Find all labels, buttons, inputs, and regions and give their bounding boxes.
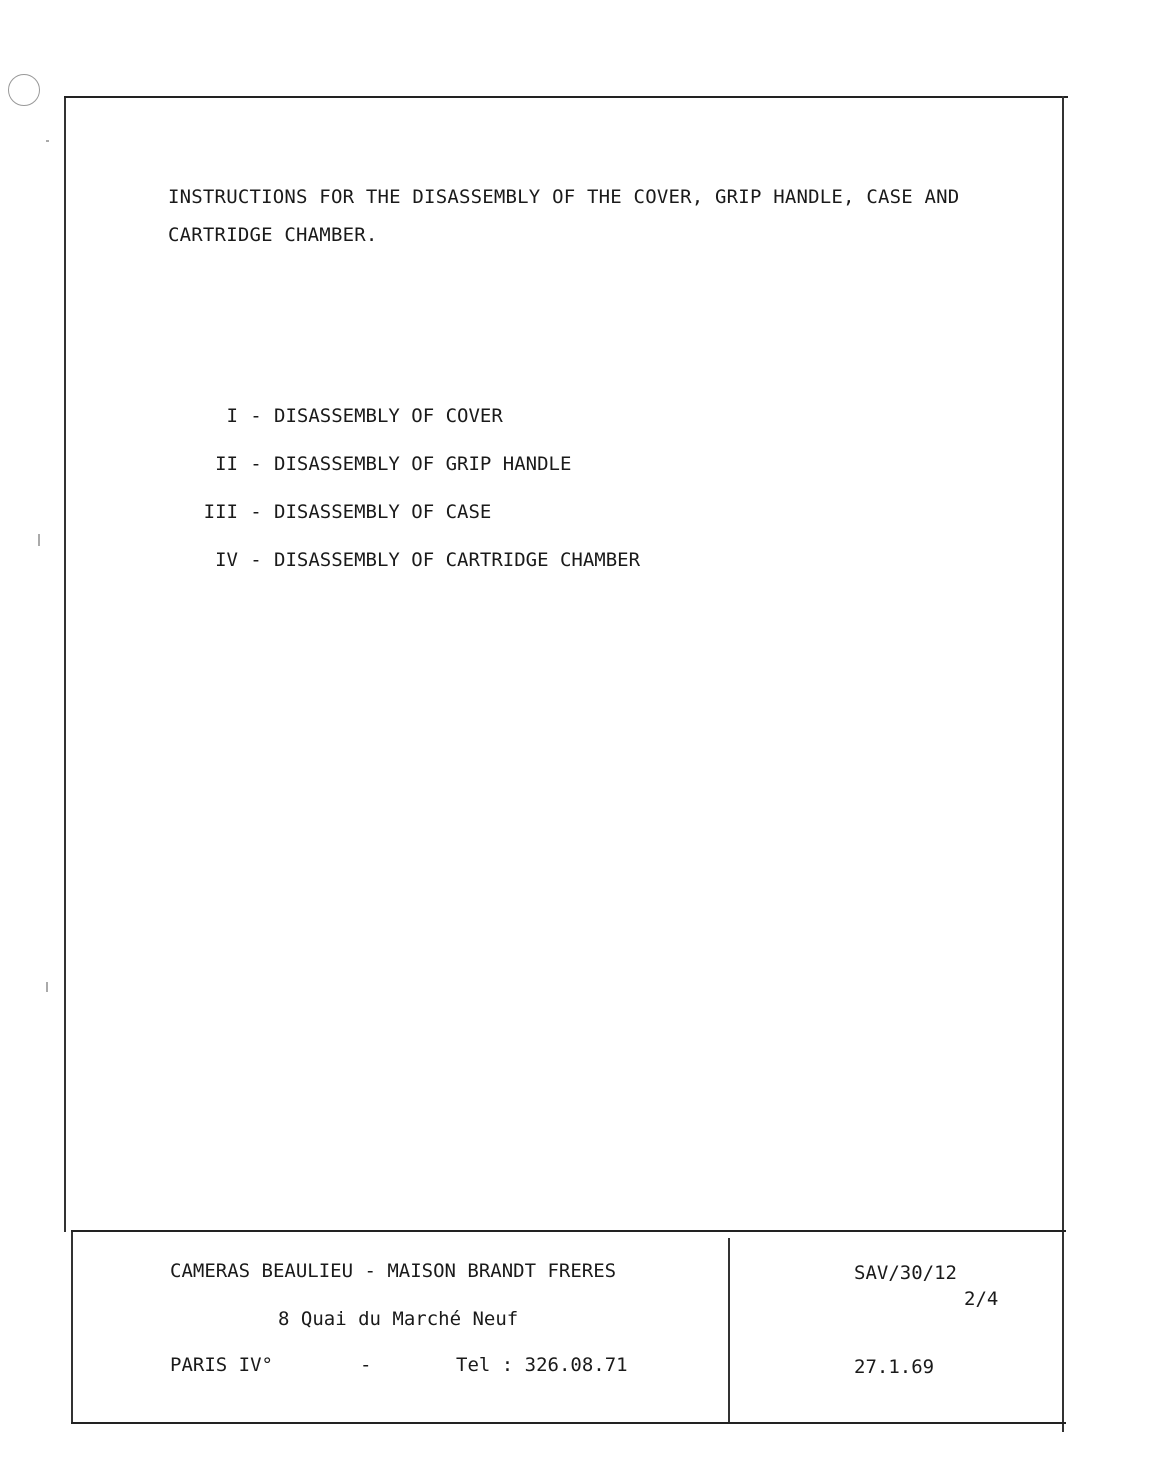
document-date: 27.1.69 <box>854 1356 935 1378</box>
contents-list <box>192 392 640 584</box>
city-separator: - <box>360 1354 372 1376</box>
contents-item <box>192 536 640 584</box>
item-text: DISASSEMBLY OF COVER <box>274 405 503 427</box>
company-name: CAMERAS BEAULIEU - MAISON BRANDT FRERES <box>170 1260 617 1282</box>
item-numeral: IV <box>215 549 238 571</box>
company-address: 8 Quai du Marché Neuf <box>278 1308 519 1330</box>
footer-column-divider <box>728 1238 730 1422</box>
company-city: PARIS IV° <box>170 1354 273 1376</box>
document-reference: SAV/30/12 <box>854 1262 957 1284</box>
document-title <box>168 178 959 254</box>
title-line: CARTRIDGE CHAMBER. <box>168 224 378 246</box>
scan-speck <box>46 982 48 992</box>
page-number: 2/4 <box>964 1288 999 1310</box>
footer-border-top <box>71 1230 1066 1232</box>
item-numeral: II <box>215 453 238 475</box>
page-border-top <box>64 96 1068 98</box>
page-border-left <box>64 98 66 1232</box>
contents-item <box>192 440 640 488</box>
contents-item <box>192 392 640 440</box>
item-numeral: I <box>226 405 238 427</box>
item-text: DISASSEMBLY OF CASE <box>274 501 492 523</box>
contents-item <box>192 488 640 536</box>
item-text: DISASSEMBLY OF CARTRIDGE CHAMBER <box>274 549 641 571</box>
item-separator: - <box>250 405 262 427</box>
company-phone: Tel : 326.08.71 <box>456 1354 628 1376</box>
item-text: DISASSEMBLY OF GRIP HANDLE <box>274 453 572 475</box>
scan-speck <box>38 534 40 546</box>
page-border-left-lower <box>71 1232 73 1422</box>
item-numeral: III <box>203 501 238 523</box>
title-line: INSTRUCTIONS FOR THE DISASSEMBLY OF THE COVER, GRIP HANDLE, CASE AND <box>168 186 960 208</box>
footer-border-bottom <box>71 1422 1066 1424</box>
item-separator: - <box>250 501 262 523</box>
punch-hole-mark <box>8 74 40 106</box>
scan-speck <box>46 140 49 142</box>
document-page <box>64 96 1068 1432</box>
item-separator: - <box>250 453 262 475</box>
item-separator: - <box>250 549 262 571</box>
